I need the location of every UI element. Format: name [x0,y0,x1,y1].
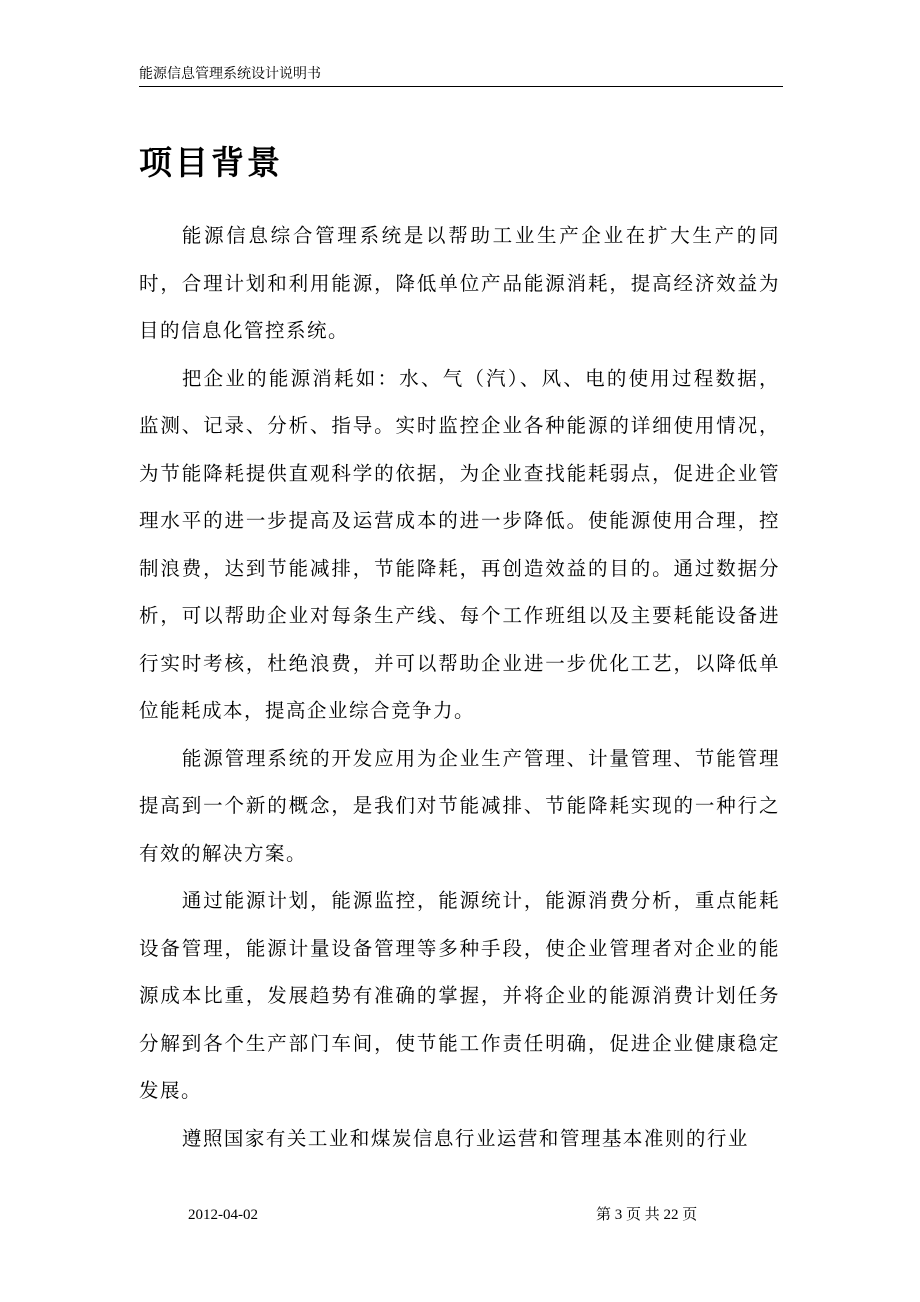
paragraph: 把企业的能源消耗如：水、气（汽）、风、电的使用过程数据，监测、记录、分析、指导。实时监控企业各种能源的详细使用情况，为节能降耗提供直观科学的依据，为企业查找能耗弱点，促进企业管理水平的进一步提高及运营成本的进一步降低。使能源使用合理，控制浪费，达到节能减排，节能降耗，再创造效益的目的。通过数据分析，可以帮助企业对每条生产线、每个工作班组以及主要耗能设备进行实时考核，杜绝浪费，并可以帮助企业进一步优化工艺，以降低单位能耗成本，提高企业综合竞争力。 [139,366,780,722]
paragraph: 通过能源计划，能源监控，能源统计，能源消费分析，重点能耗设备管理，能源计量设备管理等多种手段，使企业管理者对企业的能源成本比重，发展趋势有准确的掌握，并将企业的能源消费计划任务分解到各个生产部门车间，使节能工作责任明确，促进企业健康稳定发展。 [139,889,780,1102]
footer-date: 2012-04-02 [188,1207,258,1223]
section-title: 项目背景 [139,143,283,182]
paragraph: 能源管理系统的开发应用为企业生产管理、计量管理、节能管理提高到一个新的概念，是我们对节能减排、节能降耗实现的一种行之有效的解决方案。 [139,746,780,865]
paragraph: 能源信息综合管理系统是以帮助工业生产企业在扩大生产的同时，合理计划和利用能源，降低单位产品能源消耗，提高经济效益为目的信息化管控系统。 [139,224,780,342]
header-divider [139,86,783,87]
body-text [139,212,780,1162]
running-header: 能源信息管理系统设计说明书 [139,66,321,82]
paragraph: 遵照国家有关工业和煤炭信息行业运营和管理基本准则的行业 [181,1126,749,1150]
footer-page-number: 第 3 页 共 22 页 [596,1207,698,1223]
